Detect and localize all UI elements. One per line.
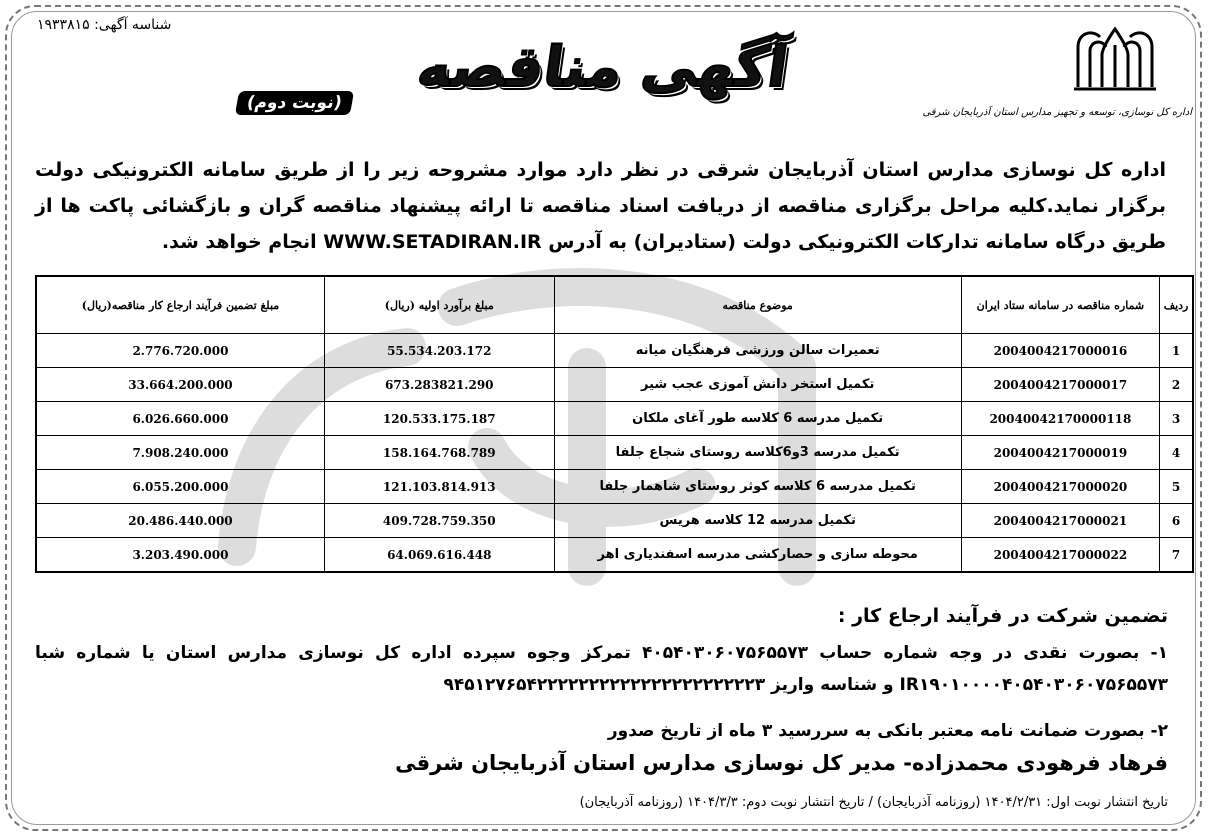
title-banner [387,35,792,125]
table-row [36,436,1193,470]
cell-subject: تکمیل استخر دانش آموزی عجب شیر [554,368,961,402]
guarantee-option-cash: ۱- بصورت نقدی در وجه شماره حساب ۴۰۵۴۰۳۰۶۰۷۵۶۵۵۷۳ تمرکز وجوه سپرده اداره کل نوسازی مدارس استان یا شماره شبا IR۱۹۰۱۰۰۰۰۴۰۵۴۰۳۰۶۰۷۵۶۵۵۷۳ و شناسه واریز ۹۴۵۱۲۷۶۵۴۲۲۲۲۲۲۲۲۲۲۲۲۲۲۲۲۲۲۲۲۲۳ [35,643,1168,695]
cell-estimate: 673.283821.290 [324,368,554,402]
header-tender-number: شماره مناقصه در سامانه ستاد ایران [961,276,1159,334]
cell-number: 2004004217000017 [961,368,1159,402]
table-row [36,402,1193,436]
cell-row: 6 [1160,504,1193,538]
header-estimate: مبلغ برآورد اولیه (ریال) [324,276,554,334]
cell-row: 1 [1160,334,1193,368]
cell-subject: تکمیل مدرسه 6 کلاسه طور آغای ملکان [554,402,961,436]
cell-estimate: 55.534.203.172 [324,334,554,368]
ad-id: شناسه آگهی: ۱۹۳۳۸۱۵ [37,17,172,33]
cell-number: 2004004217000019 [961,436,1159,470]
ad-title: آگهی مناقصه [413,35,792,100]
cell-estimate: 409.728.759.350 [324,504,554,538]
guarantee-option-bank: ۲- بصورت ضمانت نامه معتبر بانکی به سررسید ۳ ماه از تاریخ صدور [607,721,1168,741]
table-row [36,538,1193,573]
round-badge: (نوبت دوم) [235,91,354,115]
cell-row: 2 [1160,368,1193,402]
cell-subject: محوطه سازی و حصارکشی مدرسه اسفندیاری اهر [554,538,961,573]
cell-guarantee: 20.486.440.000 [36,504,324,538]
cell-number: 2004004217000020 [961,470,1159,504]
cell-subject: تکمیل مدرسه 3و6کلاسه روستای شجاع جلفا [554,436,961,470]
cell-row: 3 [1160,402,1193,436]
cell-guarantee: 2.776.720.000 [36,334,324,368]
cell-row: 4 [1160,436,1193,470]
organization-logo [1072,25,1158,95]
cell-subject: تکمیل مدرسه 6 کلاسه کوثر روستای شاهمار جلفا [554,470,961,504]
table-row [36,368,1193,402]
guarantee-title: تضمین شرکت در فرآیند ارجاع کار : [837,605,1168,627]
cell-guarantee: 3.203.490.000 [36,538,324,573]
signer-line: فرهاد فرهودی محمدزاده- مدیر کل نوسازی مدارس استان آذربایجان شرقی [395,751,1168,775]
cell-estimate: 120.533.175.187 [324,402,554,436]
header-subject: موضوع مناقصه [554,276,961,334]
cell-row: 5 [1160,470,1193,504]
cell-subject: تکمیل مدرسه 12 کلاسه هریس [554,504,961,538]
cell-number: 2004004217000021 [961,504,1159,538]
intro-paragraph: اداره کل نوسازی مدارس استان آذربایجان شرقی در نظر دارد موارد مشروحه زیر را از طریق سامانه الکترونیکی دولت برگزار نماید.کلیه مراحل برگزاری مناقصه از دریافت اسناد مناقصه تا ارائه پیشنهاد مناقصه گران و بازگشائی پاکت ها از طریق درگاه سامانه تدارکات الکترونیکی دولت (ستادیران) به آدرس WWW.SETADIRAN.IR انجام خواهد شد. [35,159,1166,253]
tenders-table [35,275,1194,573]
header-guarantee: مبلغ تضمین فرآیند ارجاع کار مناقصه(ریال) [36,276,324,334]
cell-subject: تعمیرات سالن ورزشی فرهنگیان میانه [554,334,961,368]
organization-caption: اداره کل نوسازی، توسعه و تجهیز مدارس استان آذربایجان شرقی [922,107,1192,118]
ad-frame [5,5,1202,831]
cell-estimate: 64.069.616.448 [324,538,554,573]
cell-estimate: 121.103.814.913 [324,470,554,504]
table-row [36,334,1193,368]
cell-number: 20040042170000118 [961,402,1159,436]
table-header-row [36,276,1193,334]
publication-dates: تاریخ انتشار نوبت اول: ۱۴۰۴/۲/۳۱ (روزنامه آذربایجان) / تاریخ انتشار نوبت دوم: ۱۴۰۴/۳/۳ (روزنامه آذربایجان) [579,795,1168,810]
table-row [36,504,1193,538]
cell-guarantee: 7.908.240.000 [36,436,324,470]
header-row-number: ردیف [1160,276,1193,334]
cell-guarantee: 6.055.200.000 [36,470,324,504]
table-row [36,470,1193,504]
cell-row: 7 [1160,538,1193,573]
cell-number: 2004004217000022 [961,538,1159,573]
cell-number: 2004004217000016 [961,334,1159,368]
cell-guarantee: 6.026.660.000 [36,402,324,436]
cell-estimate: 158.164.768.789 [324,436,554,470]
cell-guarantee: 33.664.200.000 [36,368,324,402]
